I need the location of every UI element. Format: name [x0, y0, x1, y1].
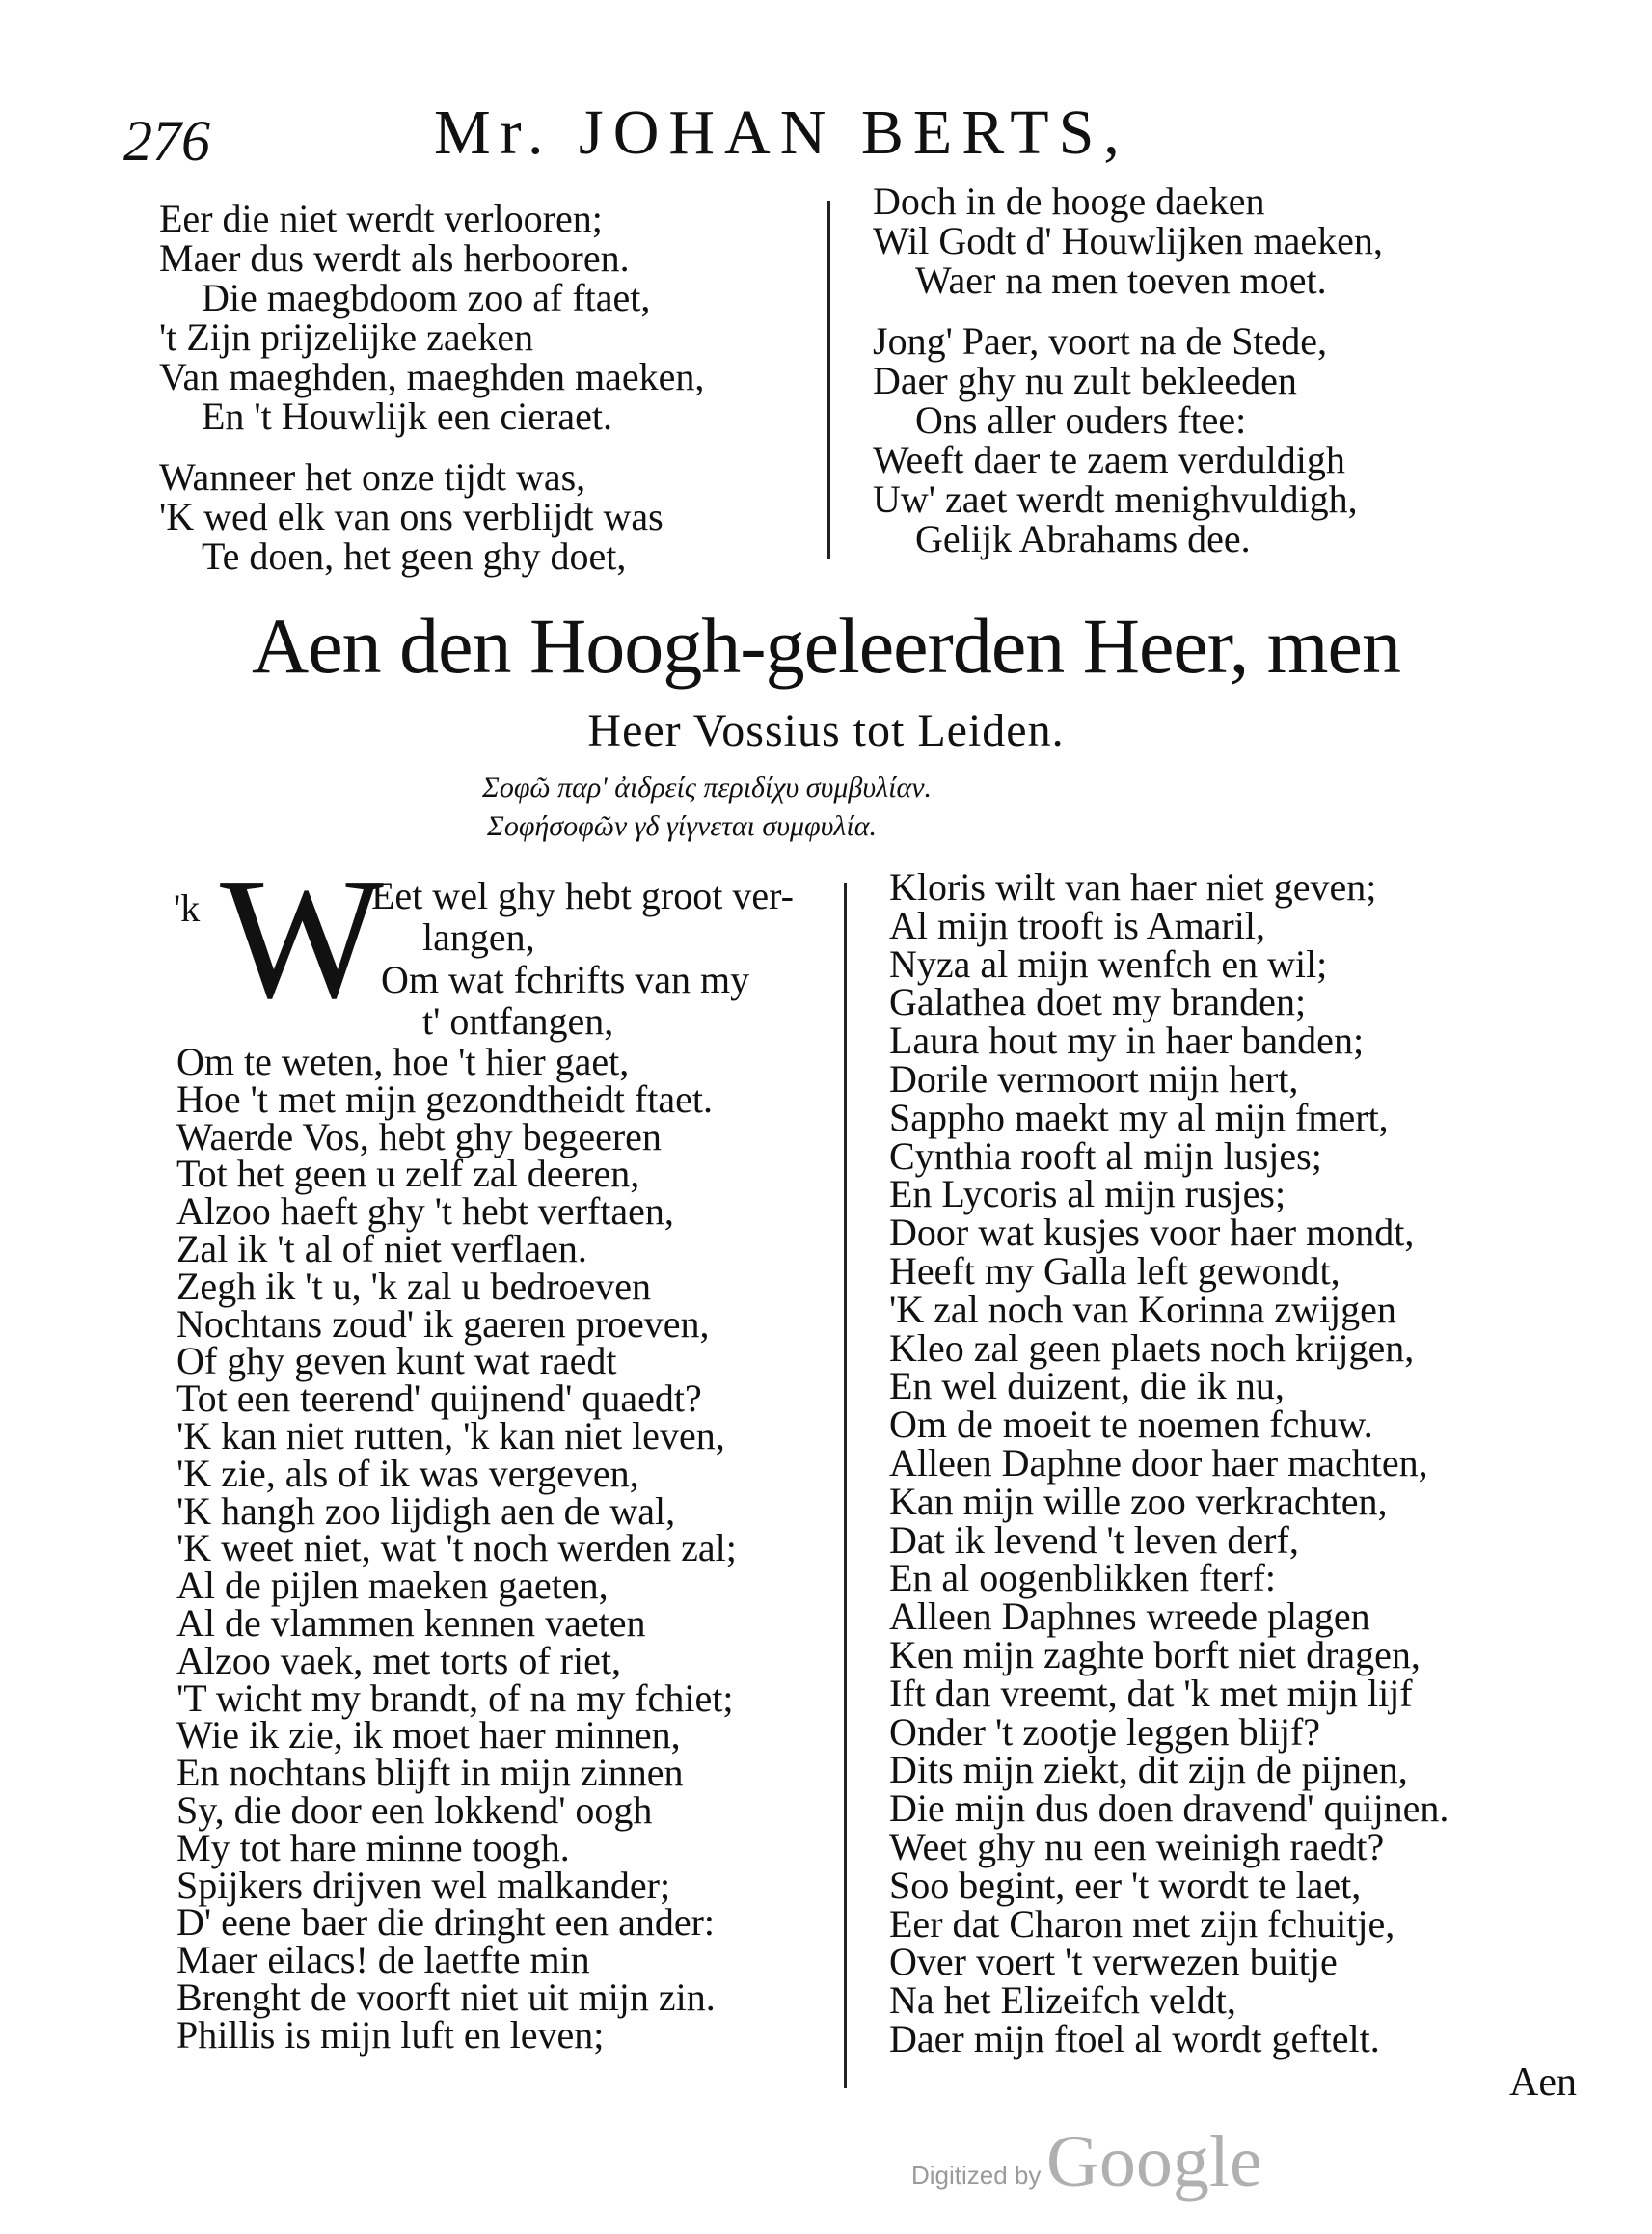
verse-line: En wel duizent, die ik nu, [889, 1364, 1285, 1408]
verse-line: Om te weten, hoe 't hier gaet, [176, 1040, 630, 1083]
verse-line: Nyza al mijn wenfch en wil; [889, 941, 1328, 986]
running-head: Mr. JOHAN BERTS, [434, 97, 1129, 168]
verse-line: Al mijn trooft is Amaril, [889, 903, 1265, 947]
verse-line: Waerde Vos, hebt ghy begeeren [176, 1114, 662, 1158]
verse-line: Door wat kusjes voor haer mondt, [889, 1211, 1415, 1255]
verse-line: Dits mijn ziekt, dit zijn de pijnen, [889, 1748, 1408, 1792]
verse-line: Laura hout my in haer banden; [889, 1019, 1365, 1063]
verse-line: Tot het geen u zelf zal deeren, [176, 1152, 640, 1196]
verse-line: Alleen Daphnes wreede plagen [889, 1594, 1370, 1639]
verse-line: Waer na men toeven moet. [915, 259, 1327, 302]
google-watermark: Google [1046, 2121, 1262, 2202]
opening-line: langen, [422, 915, 535, 959]
verse-line: Sy, die door een lokkend' oogh [176, 1787, 653, 1832]
verse-line: Jong' Paer, voort na de Stede, [873, 319, 1328, 363]
verse-line: 'T wicht my brandt, of na my fchiet; [176, 1676, 734, 1720]
verse-line: Sappho maekt my al mijn fmert, [889, 1095, 1389, 1139]
verse-line: En al oogenblikken fterf: [889, 1556, 1276, 1600]
verse-line: 'K kan niet rutten, 'k kan niet leven, [176, 1413, 725, 1458]
poem-subtitle: Heer Vossius tot Leiden. [587, 705, 1065, 756]
verse-line: Hoe 't met mijn gezondtheidt ftaet. [176, 1076, 713, 1121]
verse-line: Kloris wilt van haer niet geven; [889, 865, 1377, 909]
verse-line: Van maeghden, maeghden maeken, [159, 355, 705, 398]
verse-line: Nochtans zoud' ik gaeren proeven, [176, 1301, 710, 1346]
verse-line: Maer dus werdt als herbooren. [159, 236, 630, 280]
opening-line: Eet wel ghy hebt groot ver- [371, 874, 794, 917]
verse-line: Zegh ik 't u, 'k zal u bedroeven [176, 1264, 652, 1308]
verse-line: Ken mijn zaghte borft niet dragen, [889, 1632, 1421, 1676]
verse-line: 'K zal noch van Korinna zwijgen [889, 1287, 1396, 1331]
verse-line: Die mijn dus doen dravend' quijnen. [889, 1786, 1449, 1831]
verse-line: Ons aller ouders ftee: [915, 398, 1247, 442]
verse-line: 't Zijn prijzelijke zaeken [159, 315, 534, 359]
verse-line: Galathea doet my branden; [889, 980, 1307, 1024]
verse-line: Cynthia rooft al mijn lusjes; [889, 1133, 1322, 1178]
verse-line: 'K weet niet, wat 't noch werden zal; [176, 1526, 737, 1570]
verse-line: Of ghy geven kunt wat raedt [176, 1339, 617, 1383]
verse-line: Spijkers drijven wel malkander; [176, 1863, 671, 1907]
verse-line: Eer die niet werdt verlooren; [159, 197, 603, 240]
catchword: Aen [1509, 2060, 1577, 2105]
verse-line: Onder 't zootje leggen blijf? [889, 1709, 1321, 1754]
opening-line: t' ontfangen, [422, 999, 614, 1043]
verse-line: My tot hare minne toogh. [176, 1825, 570, 1869]
column-divider-top [827, 201, 830, 559]
poem-right-column [889, 865, 1449, 2060]
verse-line: Alzoo haeft ghy 't hebt verftaen, [176, 1189, 674, 1234]
verse-line: 'K zie, als of ik was vergeven, [176, 1451, 639, 1495]
verse-line: Gelijk Abrahams dee. [915, 517, 1251, 560]
verse-line: En nochtans blijft in mijn zinnen [176, 1751, 684, 1795]
verse-line: D' eene baer die dringht een ander: [176, 1900, 716, 1945]
verse-line: Alzoo vaek, met torts of riet, [176, 1638, 621, 1682]
verse-line: Weet ghy nu een weinigh raedt? [889, 1824, 1385, 1868]
poem-title: Aen den Hoogh-geleerden Heer, men [252, 602, 1400, 690]
verse-line: Dat ik levend 't leven derf, [889, 1517, 1299, 1562]
verse-line: Al de pijlen maeken gaeten, [176, 1564, 609, 1608]
verse-line: Over voert 't verwezen buitje [889, 1940, 1338, 1984]
verse-line: Zal ik 't al of niet verflaen. [176, 1226, 587, 1270]
verse-line: Wanneer het onze tijdt was, [159, 455, 586, 499]
drop-capital: W [220, 842, 384, 1034]
verse-line: Phillis is mijn luft en leven; [176, 2012, 605, 2057]
poem-left-column [176, 1040, 737, 2057]
top-right-stanzas [873, 181, 1383, 558]
verse-line: Die maegbdoom zoo af ftaet, [202, 276, 651, 319]
verse-line: Weeft daer te zaem verduldigh [873, 438, 1345, 481]
greek-motto-line: Σοφήσοφῶν γδ γίγνεται συμφυλία. [487, 810, 877, 842]
verse-line: Doch in de hooge daeken [873, 179, 1265, 223]
greek-motto-line: Σοφῶ παρ' ἀιδρείς περιδίχυ συμβυλίαν. [482, 772, 933, 804]
verse-line: Te doen, het geen ghy doet, [202, 534, 627, 578]
verse-line: 'K wed elk van ons verblijdt was [159, 495, 664, 538]
verse-line: Wie ik zie, ik moet haer minnen, [176, 1713, 681, 1757]
verse-line: Dorile vermoort mijn hert, [889, 1056, 1299, 1101]
verse-line: 'K hangh zoo lijdigh aen de wal, [176, 1488, 676, 1533]
stanza-break [873, 300, 1383, 321]
verse-line: Kleo zal geen plaets noch krijgen, [889, 1325, 1415, 1370]
opening-line: Om wat fchrifts van my [381, 958, 750, 1001]
top-left-stanzas [159, 199, 704, 576]
lead-word: 'k [174, 886, 201, 930]
verse-line: Soo begint, eer 't wordt te laet, [889, 1863, 1362, 1907]
verse-line: Daer ghy nu zult bekleeden [873, 359, 1297, 402]
verse-line: Brenght de voorft niet uit mijn zin. [176, 1975, 716, 2019]
page-number: 276 [123, 109, 210, 173]
verse-line: En Lycoris al mijn rusjes; [889, 1172, 1286, 1216]
verse-line: Ift dan vreemt, dat 'k met mijn lijf [889, 1671, 1413, 1715]
verse-line: Om de moeit te noemen fchuw. [889, 1403, 1373, 1447]
verse-line: Kan mijn wille zoo verkrachten, [889, 1479, 1388, 1523]
column-divider-main [844, 883, 847, 2088]
verse-line: Alleen Daphne door haer machten, [889, 1440, 1428, 1485]
stanza-break [159, 436, 704, 457]
verse-line: En 't Houwlijk een cieraet. [202, 395, 612, 438]
verse-line: Heeft my Galla left gewondt, [889, 1248, 1341, 1293]
verse-line: Eer dat Charon met zijn fchuitje, [889, 1901, 1395, 1946]
verse-line: Tot een teerend' quijnend' quaedt? [176, 1376, 702, 1421]
digitized-by-label: Digitized by [911, 2161, 1042, 2190]
verse-line: Wil Godt d' Houwlijken maeken, [873, 219, 1383, 262]
verse-line: Na het Elizeifch veldt, [889, 1978, 1236, 2023]
verse-line: Daer mijn ftoel al wordt geftelt. [889, 2016, 1380, 2060]
verse-line: Uw' zaet werdt menighvuldigh, [873, 477, 1358, 521]
verse-line: Maer eilacs! de laetfte min [176, 1938, 590, 1982]
verse-line: Al de vlammen kennen vaeten [176, 1600, 646, 1645]
